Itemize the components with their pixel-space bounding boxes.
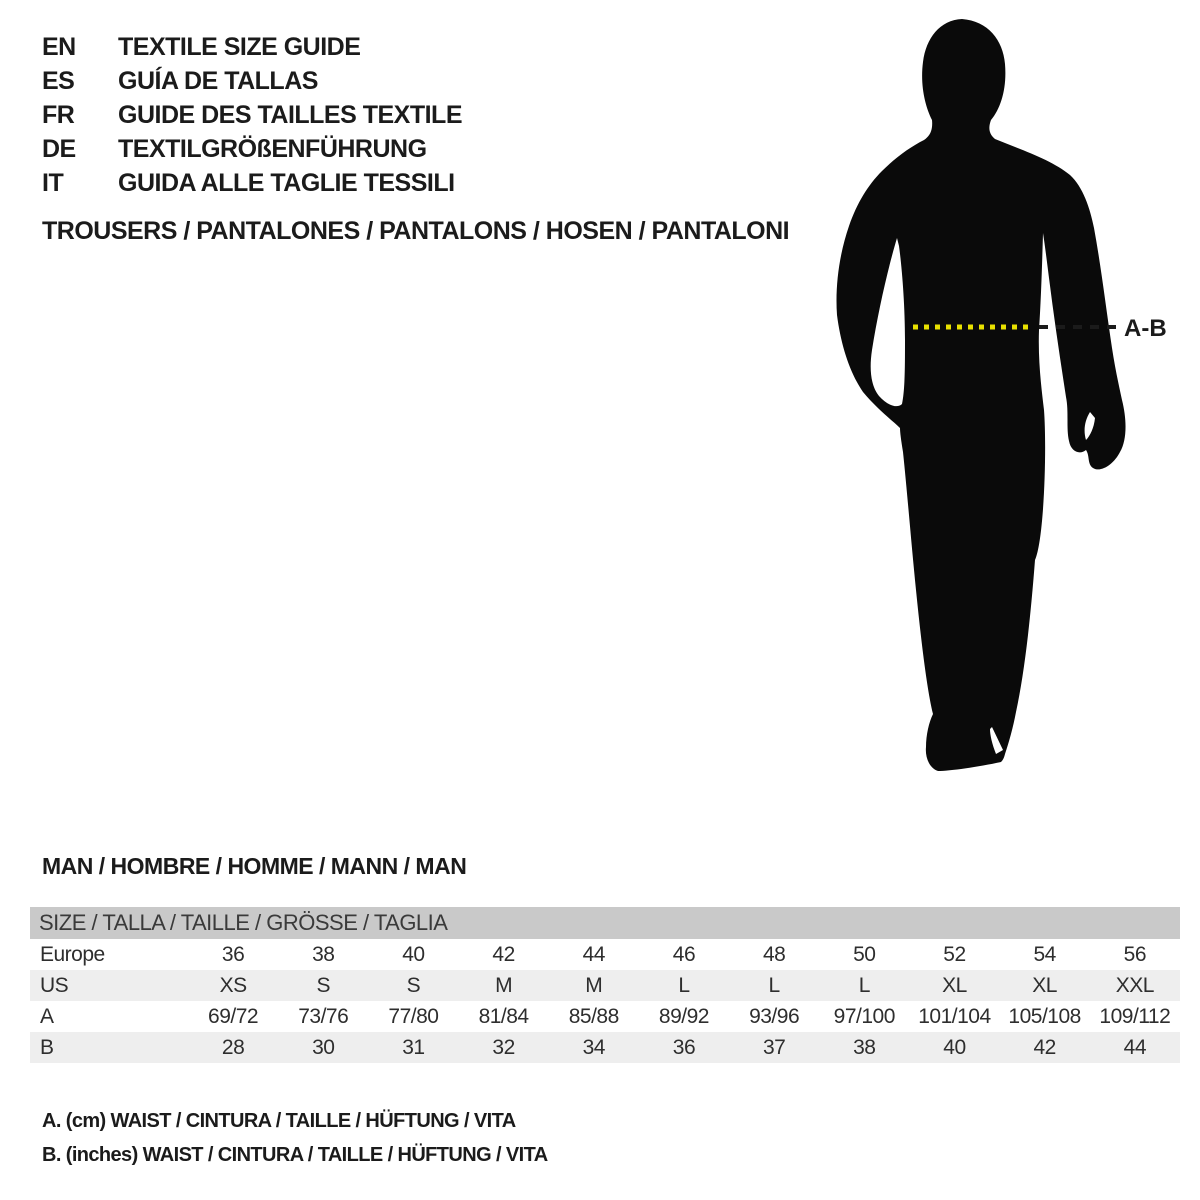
- language-code: IT: [42, 169, 64, 197]
- table-cell: 101/104: [909, 1001, 999, 1032]
- table-cell: 34: [549, 1032, 639, 1063]
- row-label: B: [30, 1032, 188, 1063]
- language-code: EN: [42, 33, 76, 61]
- table-cell: 89/92: [639, 1001, 729, 1032]
- table-cell: 81/84: [459, 1001, 549, 1032]
- table-cell: 38: [819, 1032, 909, 1063]
- table-row-us: [30, 970, 1180, 1001]
- footnote-a: A. (cm) WAIST / CINTURA / TAILLE / HÜFTUNG / VITA: [42, 1110, 516, 1132]
- table-cell: 28: [188, 1032, 278, 1063]
- footnote-b: B. (inches) WAIST / CINTURA / TAILLE / HÜFTUNG / VITA: [42, 1144, 548, 1166]
- table-cell: L: [819, 970, 909, 1001]
- table-cell: 85/88: [549, 1001, 639, 1032]
- table-row-a-cm: [30, 1001, 1180, 1032]
- table-cell: 36: [188, 939, 278, 970]
- table-cell: XL: [1000, 970, 1090, 1001]
- language-title: TEXTILE SIZE GUIDE: [118, 33, 361, 61]
- table-cell: M: [459, 970, 549, 1001]
- table-cell: 44: [549, 939, 639, 970]
- table-cell: 42: [1000, 1032, 1090, 1063]
- table-cell: 93/96: [729, 1001, 819, 1032]
- table-cell: 38: [278, 939, 368, 970]
- row-label: US: [30, 970, 188, 1001]
- measure-label: A-B: [1124, 315, 1167, 342]
- language-code: DE: [42, 135, 76, 163]
- table-cell: 77/80: [368, 1001, 458, 1032]
- table-cell: 52: [909, 939, 999, 970]
- language-title: GUIDA ALLE TAGLIE TESSILI: [118, 169, 455, 197]
- table-cell: L: [639, 970, 729, 1001]
- table-cell: 44: [1090, 1032, 1180, 1063]
- table-row-b-inches: [30, 1032, 1180, 1063]
- language-title: GUIDE DES TAILLES TEXTILE: [118, 101, 463, 129]
- table-cell: 30: [278, 1032, 368, 1063]
- table-cell: 40: [368, 939, 458, 970]
- language-title: TEXTILGRÖßENFÜHRUNG: [118, 135, 427, 163]
- table-cell: 97/100: [819, 1001, 909, 1032]
- category-title: TROUSERS / PANTALONES / PANTALONS / HOSEN / PANTALONI: [42, 217, 790, 245]
- language-code: FR: [42, 101, 75, 129]
- size-table: [30, 907, 1180, 1063]
- table-row-europe: [30, 939, 1180, 970]
- language-code: ES: [42, 67, 75, 95]
- table-cell: L: [729, 970, 819, 1001]
- section-title: MAN / HOMBRE / HOMME / MANN / MAN: [42, 853, 467, 879]
- table-cell: 32: [459, 1032, 549, 1063]
- footnotes: [42, 1110, 548, 1178]
- language-title: GUÍA DE TALLAS: [118, 67, 318, 95]
- table-cell: S: [278, 970, 368, 1001]
- table-cell: 56: [1090, 939, 1180, 970]
- table-cell: 42: [459, 939, 549, 970]
- man-silhouette: [837, 19, 1126, 771]
- table-cell: 73/76: [278, 1001, 368, 1032]
- table-cell: 46: [639, 939, 729, 970]
- table-cell: 31: [368, 1032, 458, 1063]
- size-table-header-row: [30, 907, 1180, 939]
- table-cell: 36: [639, 1032, 729, 1063]
- table-cell: 40: [909, 1032, 999, 1063]
- table-cell: M: [549, 970, 639, 1001]
- table-cell: 48: [729, 939, 819, 970]
- table-cell: 69/72: [188, 1001, 278, 1032]
- table-cell: 109/112: [1090, 1001, 1180, 1032]
- table-cell: XXL: [1090, 970, 1180, 1001]
- size-table-header: SIZE / TALLA / TAILLE / GRÖSSE / TAGLIA: [30, 907, 1180, 939]
- table-cell: 54: [1000, 939, 1090, 970]
- table-cell: XS: [188, 970, 278, 1001]
- table-cell: XL: [909, 970, 999, 1001]
- table-cell: S: [368, 970, 458, 1001]
- table-cell: 50: [819, 939, 909, 970]
- row-label: A: [30, 1001, 188, 1032]
- table-cell: 37: [729, 1032, 819, 1063]
- table-cell: 105/108: [1000, 1001, 1090, 1032]
- row-label: Europe: [30, 939, 188, 970]
